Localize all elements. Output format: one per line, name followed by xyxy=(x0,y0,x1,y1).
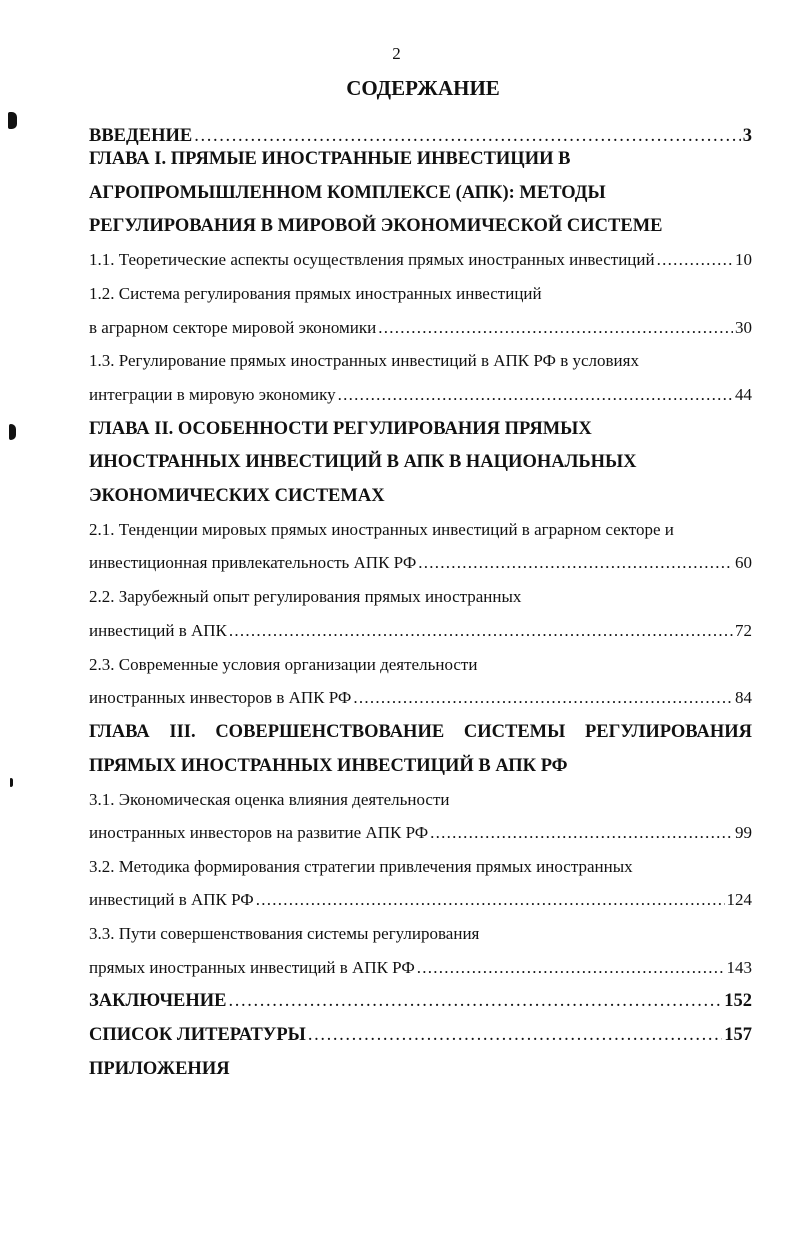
toc-entry-label: СПИСОК ЛИТЕРАТУРЫ xyxy=(89,1025,306,1045)
toc-page-number: 3 xyxy=(742,126,752,146)
toc-entry-1-3 xyxy=(89,383,752,407)
toc-page-number: 143 xyxy=(726,958,752,977)
toc-entry-label: прямых иностранных инвестиций в АПК РФ xyxy=(89,958,415,977)
binding-mark xyxy=(8,112,17,129)
toc-entry-references xyxy=(89,1023,752,1047)
toc-leader xyxy=(338,383,733,407)
chapter-2-heading-line: ЭКОНОМИЧЕСКИХ СИСТЕМАХ xyxy=(89,486,385,506)
chapter-3-word: ГЛАВА xyxy=(89,722,150,742)
toc-leader xyxy=(256,888,725,912)
toc-leader xyxy=(378,316,733,340)
toc-page-number: 124 xyxy=(726,890,752,909)
toc-page-number: 72 xyxy=(735,621,752,640)
toc-leader xyxy=(417,956,725,980)
toc-page-number: 44 xyxy=(735,385,752,404)
page-title: СОДЕРЖАНИЕ xyxy=(346,76,500,100)
toc-page-number: 99 xyxy=(735,823,752,842)
chapter-3-heading-line xyxy=(89,720,752,744)
toc-entry-label: инвестиций в АПК xyxy=(89,621,227,640)
toc-entry-3-3-line1: 3.3. Пути совершенствования системы регулирования xyxy=(89,924,480,943)
toc-entry-1-3-line1: 1.3. Регулирование прямых иностранных инвестиций в АПК РФ в условиях xyxy=(89,351,639,370)
chapter-3-heading-line: ПРЯМЫХ ИНОСТРАННЫХ ИНВЕСТИЦИЙ В АПК РФ xyxy=(89,756,568,776)
toc-entry-2-3-line1: 2.3. Современные условия организации деятельности xyxy=(89,655,478,674)
binding-mark xyxy=(9,424,16,440)
toc-leader xyxy=(229,619,733,643)
toc-leader xyxy=(418,551,733,575)
toc-entry-3-1 xyxy=(89,821,752,845)
toc-entry-3-2 xyxy=(89,888,752,912)
toc-entry-2-1 xyxy=(89,551,752,575)
toc-entry-label: ЗАКЛЮЧЕНИЕ xyxy=(89,991,227,1011)
toc-entry-1-1 xyxy=(89,248,752,272)
chapter-3-word: III. xyxy=(169,722,196,742)
toc-entry-appendices: ПРИЛОЖЕНИЯ xyxy=(89,1059,230,1079)
toc-entry-1-2-line1: 1.2. Система регулирования прямых иностранных инвестиций xyxy=(89,284,542,303)
toc-page-number: 157 xyxy=(724,1025,752,1045)
toc-entry-2-2 xyxy=(89,619,752,643)
chapter-3-word: СОВЕРШЕНСТВОВАНИЕ xyxy=(215,722,445,742)
toc-leader xyxy=(657,248,733,272)
toc-entry-label: ВВЕДЕНИЕ xyxy=(89,126,193,146)
toc-entry-3-2-line1: 3.2. Методика формирования стратегии привлечения прямых иностранных xyxy=(89,857,633,876)
toc-entry-introduction xyxy=(89,124,752,148)
toc-entry-label: интеграции в мировую экономику xyxy=(89,385,336,404)
chapter-1-heading-line: ГЛАВА I. ПРЯМЫЕ ИНОСТРАННЫЕ ИНВЕСТИЦИИ В xyxy=(89,149,571,169)
toc-entry-label: инвестиционная привлекательность АПК РФ xyxy=(89,553,417,572)
toc-page-number: 30 xyxy=(735,318,752,337)
chapter-3-word: СИСТЕМЫ xyxy=(463,722,566,742)
toc-entry-label: в аграрном секторе мировой экономики xyxy=(89,318,377,337)
toc-leader xyxy=(353,686,733,710)
toc-entry-label: 1.1. Теоретические аспекты осуществления прямых иностранных инвестиций xyxy=(89,250,655,269)
chapter-3-word: РЕГУЛИРОВАНИЯ xyxy=(585,722,752,742)
toc-leader xyxy=(229,989,723,1013)
toc-entry-1-2 xyxy=(89,316,752,340)
toc-page-number: 10 xyxy=(735,250,752,269)
binding-mark xyxy=(10,778,13,787)
toc-entry-label: иностранных инвесторов на развитие АПК РФ xyxy=(89,823,429,842)
toc-leader xyxy=(430,821,733,845)
toc-entry-label: иностранных инвесторов в АПК РФ xyxy=(89,688,352,707)
chapter-2-heading-line: ГЛАВА II. ОСОБЕННОСТИ РЕГУЛИРОВАНИЯ ПРЯМЫХ xyxy=(89,419,592,439)
toc-entry-3-1-line1: 3.1. Экономическая оценка влияния деятельности xyxy=(89,790,450,809)
toc-page-number: 152 xyxy=(724,991,752,1011)
toc-leader xyxy=(308,1023,722,1047)
toc-entry-2-3 xyxy=(89,686,752,710)
toc-entry-conclusion xyxy=(89,989,752,1013)
chapter-1-heading-line: РЕГУЛИРОВАНИЯ В МИРОВОЙ ЭКОНОМИЧЕСКОЙ СИСТЕМЕ xyxy=(89,216,663,236)
toc-entry-2-1-line1: 2.1. Тенденции мировых прямых иностранных инвестиций в аграрном секторе и xyxy=(89,520,674,539)
page-number: 2 xyxy=(392,44,401,63)
toc-page-number: 84 xyxy=(735,688,752,707)
chapter-1-heading-line: АГРОПРОМЫШЛЕННОМ КОМПЛЕКСЕ (АПК): МЕТОДЫ xyxy=(89,183,606,203)
toc-entry-3-3 xyxy=(89,956,752,980)
toc-entry-label: инвестиций в АПК РФ xyxy=(89,890,254,909)
toc-entry-2-2-line1: 2.2. Зарубежный опыт регулирования прямых иностранных xyxy=(89,587,522,606)
toc-leader xyxy=(194,124,741,148)
chapter-2-heading-line: ИНОСТРАННЫХ ИНВЕСТИЦИЙ В АПК В НАЦИОНАЛЬНЫХ xyxy=(89,452,637,472)
toc-page-number: 60 xyxy=(735,553,752,572)
